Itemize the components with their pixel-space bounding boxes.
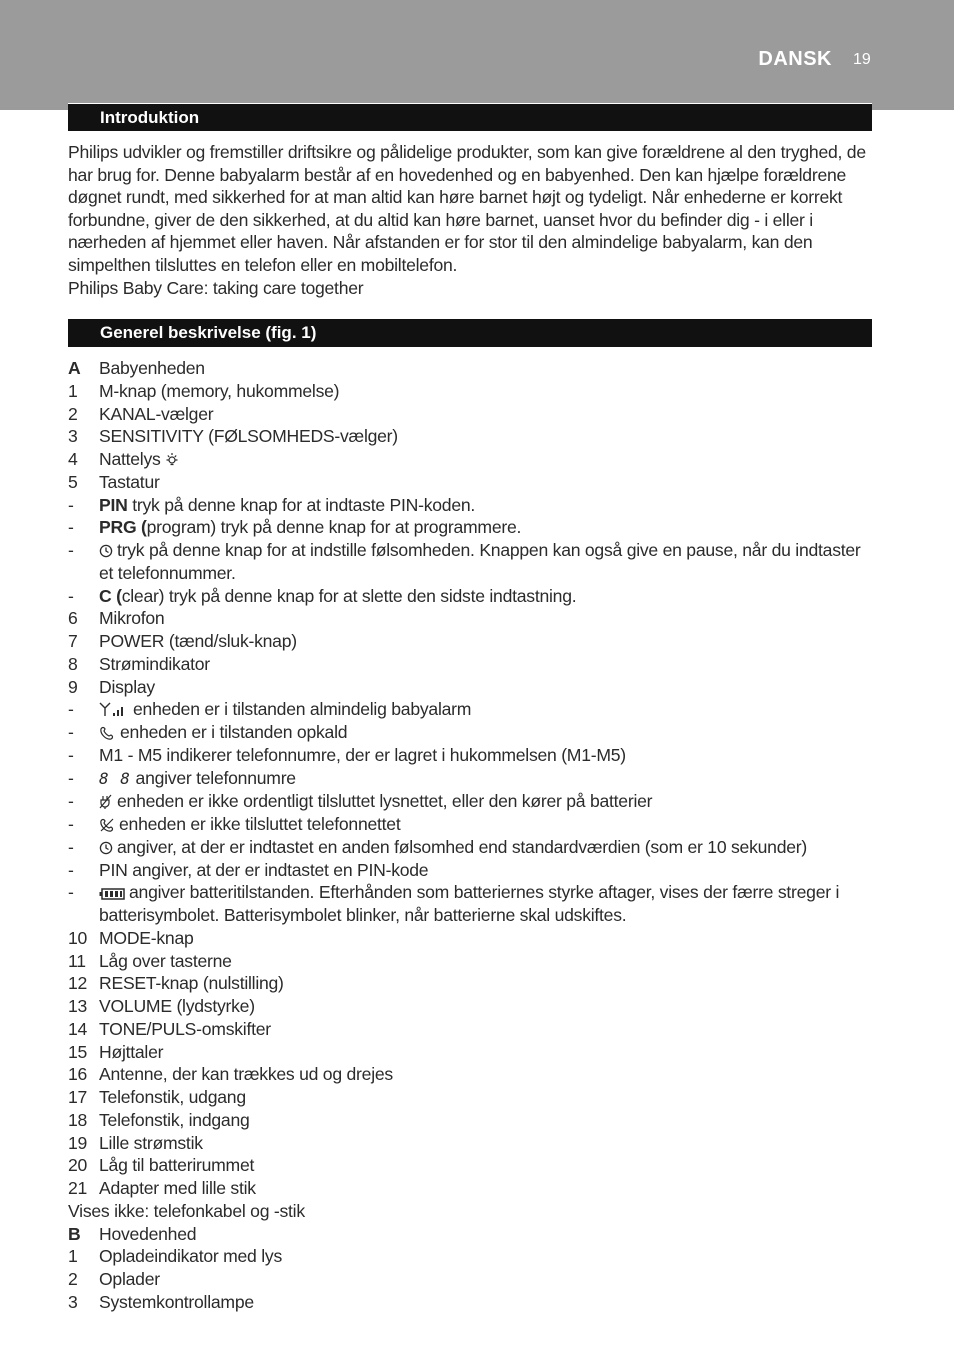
intro-tagline: Philips Baby Care: taking care together bbox=[68, 277, 364, 298]
list-item: 3 SENSITIVITY (FØLSOMHEDS-vælger) bbox=[68, 426, 398, 447]
parts-list bbox=[68, 357, 872, 1314]
list-item: 9 Display bbox=[68, 676, 155, 697]
list-item: 19 Lille strømstik bbox=[68, 1132, 203, 1153]
intro-text bbox=[68, 141, 868, 299]
list-item: - PIN angiver, at der er indtastet en PIN-kode bbox=[68, 859, 429, 880]
list-item: 1 M-knap (memory, hukommelse) bbox=[68, 380, 340, 401]
list-item: - enheden er ikke tilsluttet telefonnettet bbox=[68, 814, 401, 834]
list-item: 5 Tastatur bbox=[68, 471, 160, 492]
list-item: B Hovedenhed bbox=[68, 1223, 197, 1244]
list-item: 16 Antenne, der kan trækkes ud og drejes bbox=[68, 1064, 393, 1085]
list-item: 12 RESET-knap (nulstilling) bbox=[68, 973, 284, 994]
header-band bbox=[0, 0, 954, 110]
list-item: - M1 - M5 indikerer telefonnumre, der er lagret i hukommelsen (M1-M5) bbox=[68, 744, 626, 765]
segment-digits-symbol: 8 8 bbox=[99, 768, 131, 788]
list-item: 4 Nattelys bbox=[68, 448, 872, 471]
intro-paragraph: Philips udvikler og fremstiller driftsikre og pålidelige produkter, som kan give forældrene al den tryghed, de har brug for. Denne babyalarm består af en hovedenhed og en babyenhed. Den kan hjælpe forældrene døgnet rundt, med sikkerhed for at man altid kan høre barnet højt og tydeligt. Når enhederne er korrekt forbundne, giver de den sikkerhed, at du altid kan høre barnet, uanset hvor du befinder dig - i eller i nærheden af hjemmet eller haven. Når afstanden er for stor til den almindelige babyalarm, kan den simpelthen tilsluttes en telefon eller en mobiltelefon. bbox=[68, 142, 866, 275]
list-note: Vises ikke: telefonkabel og -stik bbox=[68, 1200, 305, 1221]
night-light-icon bbox=[165, 452, 179, 467]
list-item: - PIN tryk på denne knap for at indtaste PIN-koden. bbox=[68, 494, 476, 515]
list-item: 11 Låg over tasterne bbox=[68, 950, 232, 971]
list-item: - PRG (program) tryk på denne knap for at programmere. bbox=[68, 517, 522, 538]
phone-call-icon bbox=[99, 726, 116, 740]
clock-icon bbox=[99, 841, 113, 855]
list-item: - enheden er i tilstanden almindelig babyalarm bbox=[68, 699, 472, 720]
list-item: 20 Låg til batterirummet bbox=[68, 1155, 255, 1176]
signal-strength-icon bbox=[99, 702, 129, 717]
list-item: 1 Opladeindikator med lys bbox=[68, 1246, 282, 1267]
list-item: 13 VOLUME (lydstyrke) bbox=[68, 996, 255, 1016]
list-item: - tryk på denne knap for at indstille følsomheden. Knappen kan også give en pause, når du indtaster et telefonnummer. bbox=[68, 540, 861, 583]
list-item: 2 KANAL-vælger bbox=[68, 403, 214, 424]
section-title-introduction: Introduktion bbox=[68, 103, 872, 131]
list-item: - enheden er i tilstanden opkald bbox=[68, 722, 348, 742]
list-item: - angiver, at der er indtastet en anden følsomhed end standardværdien (som er 10 sekunder) bbox=[68, 836, 807, 857]
list-item: - 8 8 angiver telefonnumre bbox=[68, 767, 296, 788]
list-item: 2 Oplader bbox=[68, 1269, 160, 1289]
page-number: 19 bbox=[853, 51, 871, 68]
list-item: A Babyenheden bbox=[68, 358, 205, 378]
language-label: DANSK bbox=[758, 48, 832, 70]
power-disconnected-icon bbox=[99, 794, 113, 809]
list-item: 17 Telefonstik, udgang bbox=[68, 1087, 246, 1107]
list-item: 21 Adapter med lille stik bbox=[68, 1178, 256, 1198]
list-item: 18 Telefonstik, indgang bbox=[68, 1109, 250, 1130]
list-item: - enheden er ikke ordentligt tilsluttet lysnettet, eller den kører på batterier bbox=[68, 791, 653, 812]
list-item: - angiver batteritilstanden. Efterhånden som batteriernes styrke aftager, vises der færre streger i batterisymbolet. Batterisymbolet blinker, når batterierne skal udskiftes. bbox=[68, 882, 840, 925]
section-title-general-description: Generel beskrivelse (fig. 1) bbox=[68, 319, 872, 347]
list-item: - C (clear) tryk på denne knap for at slette den sidste indtastning. bbox=[68, 585, 577, 606]
list-item: 14 TONE/PULS-omskifter bbox=[68, 1018, 271, 1039]
list-item: 15 Højttaler bbox=[68, 1041, 164, 1062]
phone-disconnected-icon bbox=[99, 818, 115, 832]
list-item: 6 Mikrofon bbox=[68, 608, 165, 629]
list-item: 3 Systemkontrollampe bbox=[68, 1291, 254, 1312]
list-item: 7 POWER (tænd/sluk-knap) bbox=[68, 631, 297, 651]
battery-icon bbox=[99, 888, 125, 900]
list-item: 8 Strømindikator bbox=[68, 653, 210, 674]
list-item: 10 MODE-knap bbox=[68, 927, 194, 948]
clock-icon bbox=[99, 544, 113, 558]
